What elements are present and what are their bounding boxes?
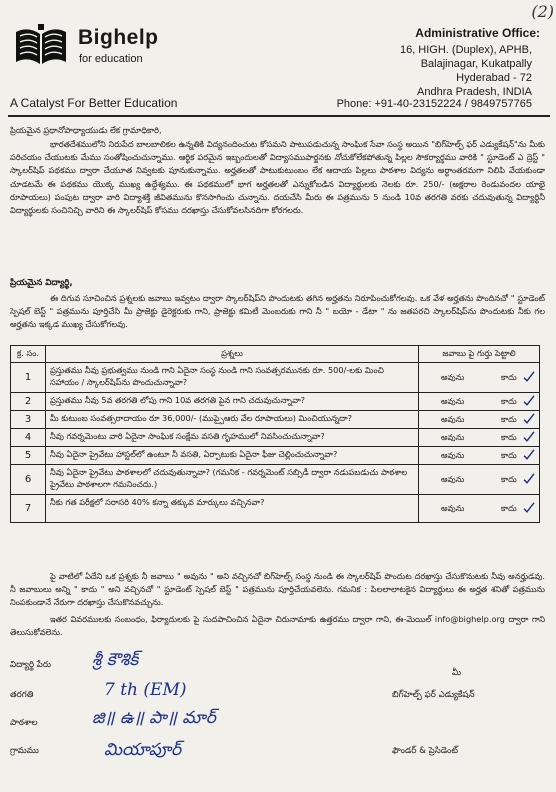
question-row: [11, 363, 540, 393]
field-label-school: పాఠశాల: [10, 718, 38, 728]
answer-no-option[interactable]: కాదు: [501, 371, 517, 382]
answer-cell[interactable]: [419, 411, 540, 429]
answer-cell[interactable]: [419, 447, 540, 465]
column-header-question: ప్రశ్నలు: [46, 346, 419, 363]
handwritten-village: మియాపూర్: [104, 740, 182, 760]
contact-paragraph: ఇతర వివరములకు సంబంధం, ఫిర్యాదులకు పై సుదపాచించిన ఏదైనా చిరునామాకు ఉత్తరము ద్వారా గాని, ఈ-మెయిల్ info@bighelp.org ద్వారా గాని తెలుసుకోవలెను.: [10, 614, 545, 638]
question-row: [11, 447, 540, 465]
answer-yes-option[interactable]: అవును: [441, 473, 465, 484]
checkmark-icon: [523, 412, 535, 424]
question-text: మీ కుటుంబ సంవత్సరాదాయం రూ 36,000/- (ముప్పైఆరు వేల రూపాయలు) మించియున్నదా?: [46, 411, 419, 429]
address-line: Andhra Pradesh, INDIA: [417, 86, 532, 98]
checkmark-icon: [523, 370, 535, 382]
question-text: నీవు ఏదైనా ప్రైవేటు పాఠశాలలో చదువుతున్నావా? (గమనిక - గవర్నమెంట్ సబ్సిడీ ద్వారా నడుపబడుచు పాఠశాల ప్రైవేటు పాఠశాలగా గమనించదు.): [46, 465, 419, 495]
eligibility-paragraph: పై వాటిలో ఏదేని ఒక ప్రశ్నకు నీ జవాబు " అవును " అని వచ్చినచో బిగ్‌హెల్ప్ సంస్థ నుండి ఈ స్కాలర్‌షిప్ పొందుట దరఖాస్తు చేసుకొనుటకు నీవు అనర్హుడవు. నీ జవాబులు అన్ని " కాదు " అని వచ్చినచో " స్టూడెంట్ స్పెషల్ బెస్ట్ " పత్రమును పూర్తిచేయవలెను. గమనిక : పిలలాలాటకైన విద్యార్థులు ఈ అర్హత శనితో పత్రమును నింపకుండానే నేరుగా దరఖాస్తు చేసుకొనవచ్చును.: [10, 571, 545, 608]
signature-role: ఫౌండర్ & ప్రెసిడెంట్: [392, 746, 458, 756]
field-label-class: తరగతి: [10, 690, 34, 700]
questions-table: [10, 345, 540, 523]
checkmark-icon: [523, 501, 535, 513]
logo-subtitle: for education: [79, 53, 143, 65]
column-header-number: క్ర. సం.: [11, 346, 46, 363]
question-text: నీవు ఏదైనా ప్రైవేటు హాస్టల్‌లో ఉంటూ నీ వసతి, ఏర్పాటుకు ఏదైనా ఫీజు చెల్లించుచున్నావా?: [46, 447, 419, 465]
answer-yes-option[interactable]: అవును: [441, 413, 465, 424]
checkmark-icon: [523, 448, 535, 460]
question-number: 6: [11, 465, 46, 495]
handwritten-student-name: శ్రీ కౌశిక్: [92, 650, 139, 670]
address-line: Balajinagar, Kukatpally: [420, 58, 532, 70]
checkmark-icon: [523, 472, 535, 484]
answer-yes-option[interactable]: అవును: [441, 371, 465, 382]
question-row: [11, 465, 540, 495]
question-text: నీవు గవర్నమెంటు వారి ఏదైనా సాంఘిక సంక్షేమ వసతి గృహములో నివసించుచున్నావా?: [46, 429, 419, 447]
phone-number: Phone: +91-40-23152224 / 9849757765: [336, 98, 532, 110]
logo-title: Bighelp: [78, 26, 159, 49]
answer-yes-option[interactable]: అవును: [441, 449, 465, 460]
answer-no-option[interactable]: కాదు: [501, 473, 517, 484]
answer-yes-option[interactable]: అవును: [441, 431, 465, 442]
question-number: 7: [11, 495, 46, 523]
question-number: 5: [11, 447, 46, 465]
intro-paragraph: భారతదేశములోని నిరుపేద బాలబాలికల ఉన్నతికి విద్యనందించుట కోసమని పాటుపడుచున్న సాంఘిక సేవా సంస్థ అయిన "బిగ్‌హెల్ప్ ఫర్ ఎడ్యుకేషన్"ను మీకు పరిచయం చేయుటకు మేము సంతోషించుచున్నాము. ఆర్థిక పరమైన ఇబ్బందులతో విద్యాసముపార్జనకు నోచుకోలేకపోతున్న పిల్లల సౌకర్యార్థము వారికి " స్టూడెంట్ ఎ ద్రెస్ట్ " స్కాలర్‌షిప్ పథకము ద్వారా చేయూత నివ్వటకు పూనుకున్నాము. అర్హతలతో పాటుకుటుంబం లేక ఆదాయ పిల్లలు పాఠశాల విద్యను అర్థాంతరమగా నిలిపి వేయకుండా చూడటమే ఈ పథకము యొక్క ముఖ్య ఉద్దేశ్యము. ఈ పథకములో భాగ అర్హతలతో ఎన్నుకోబడిన విద్యార్థులకు నెలకు రూ. 250/- (అక్షరాల రెండువందల యాభై రూపాయలు) పంపుట ద్వారా వారి విద్యాశక్తి జీవితమును కొనసాగించు చున్నాను. దయచేసి మీరు ఈ పత్రమును 5 నుండి 10వ తరగతి వరకు చదువుతున్న విద్యార్థినీ విద్యార్థులకు సంచినిచ్చి వారిని ఈ స్కాలర్‌షిప్ కోసము దరఖాస్తు చేసుకోవలసినదిగా కోరగలరు.: [10, 139, 545, 216]
student-heading: ప్రియమైన విద్యార్థి,: [10, 278, 73, 288]
address-line: Hyderabad - 72: [456, 72, 532, 84]
address-line: 16, HIGH. (Duplex), APHB,: [399, 44, 532, 56]
checkmark-icon: [523, 430, 535, 442]
question-number: 3: [11, 411, 46, 429]
handwritten-class: 7 th (EM): [104, 680, 187, 700]
field-label-student-name: విద్యార్థి పేరు: [10, 660, 51, 670]
answer-yes-option[interactable]: అవును: [441, 395, 465, 406]
answer-no-option[interactable]: కాదు: [501, 431, 517, 442]
question-text: నీకు గత పరీక్షలో సరాసరి 40% కన్నా తక్కువ మార్కులు వచ్చినవా?: [46, 495, 419, 523]
book-logo-icon: [12, 24, 70, 68]
question-number: 4: [11, 429, 46, 447]
signature-organisation: బిగ్‌హెల్ప్ ఫర్ ఎడ్యుకేషన్: [392, 690, 475, 700]
question-row: [11, 411, 540, 429]
salutation: ప్రియమైన ప్రధానోపాధ్యాయుడు లేక గ్రామాధికారి,: [10, 125, 162, 135]
answer-no-option[interactable]: కాదు: [501, 395, 517, 406]
answer-yes-option[interactable]: అవును: [441, 502, 465, 513]
answer-cell[interactable]: [419, 495, 540, 523]
header-divider: [8, 115, 550, 117]
question-row: [11, 495, 540, 523]
field-label-village: గ్రామము: [10, 746, 39, 756]
answer-no-option[interactable]: కాదు: [501, 449, 517, 460]
answer-cell[interactable]: [419, 465, 540, 495]
column-header-answer: జవాబు పై గుర్తు పెట్టాలి: [419, 346, 540, 363]
question-text: ప్రస్తుతము నీవు ప్రభుత్వము నుండి గాని ఏదైనా సంస్థ నుండి గాని సంవత్సరమునకు రూ. 500/-లకు మించి సహాయం / స్కాలర్‌షిప్‌ను పొందుచున్నావా?: [46, 363, 419, 393]
answer-no-option[interactable]: కాదు: [501, 502, 517, 513]
signature-prefix: మీ: [452, 668, 462, 678]
office-title: Administrative Office:: [415, 26, 540, 40]
checkmark-icon: [523, 394, 535, 406]
question-number: 1: [11, 363, 46, 393]
question-row: [11, 393, 540, 411]
question-number: 2: [11, 393, 46, 411]
answer-cell[interactable]: [419, 393, 540, 411]
question-text: ప్రస్తుతము నీవు 5వ తరగతి లోపు గాని 10వ తరగతి పైన గాని చదువుచున్నావా?: [46, 393, 419, 411]
answer-cell[interactable]: [419, 363, 540, 393]
student-paragraph: ఈ దిగువ సూచించిన ప్రశ్నలకు జవాబు ఇవ్వటం ద్వారా స్కాలర్‌షిప్‌ని పొందుటకు తగిన అర్హతను నిరూపించుకోగలవు. ఒక వేళ అర్హతను పొందినచో " స్టూడెంట్ స్పెషల్ బెస్ట్ " పత్రమును పూర్తిచేసి మీ ప్రాజెక్టు డైరెక్టరుకు గాని, ప్రాజెక్టు కమిటీ మెంబరుకు గాని నీ " బయో - డేటా " ను జతపరచి స్కాలర్‌షిప్‌ను పొందుటకు నీకు గల అర్హతను ఇక్కడ ముఖ్య చేసుకోగలవు.: [10, 293, 545, 330]
answer-no-option[interactable]: కాదు: [501, 413, 517, 424]
corner-mark: (2): [531, 2, 554, 21]
tagline: A Catalyst For Better Education: [10, 96, 178, 110]
handwritten-school: జి॥ ఉ॥ పా॥ మార్: [92, 708, 216, 728]
answer-cell[interactable]: [419, 429, 540, 447]
question-row: [11, 429, 540, 447]
